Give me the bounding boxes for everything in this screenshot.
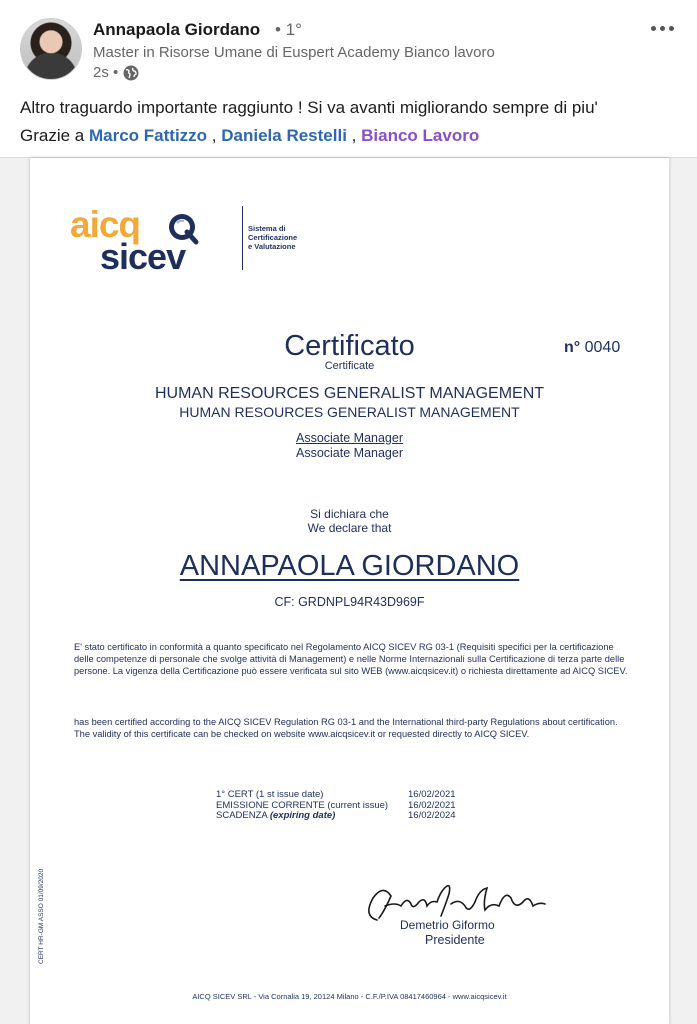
mention-separator: , <box>351 126 357 145</box>
mention-separator: , <box>211 126 217 145</box>
logo-sicev-text: sicev <box>100 236 186 277</box>
post-text-line1: Altro traguardo importante raggiunto ! Si va avanti migliorando sempre di piu' <box>20 98 598 117</box>
certificate-footer: AICQ SICEV SRL - Via Cornalia 19, 20124 Milano - C.F./P.IVA 08417460964 - www.aicqsicev.it <box>192 992 507 1001</box>
avatar[interactable] <box>20 18 82 80</box>
post-image[interactable] <box>0 157 697 1024</box>
date-value: 16/02/2021 <box>408 799 456 811</box>
mention-daniela-restelli[interactable]: Daniela Restelli <box>221 126 347 145</box>
author-headline: Master in Risorse Umane di Euspert Academy Bianco lavoro <box>93 44 495 61</box>
level-it <box>30 431 669 445</box>
date-row <box>216 790 456 801</box>
date-label <box>216 811 408 822</box>
date-label: EMISSIONE CORRENTE (current issue) <box>216 799 389 811</box>
certificate-subtitle: Certificate <box>324 360 375 372</box>
date-row <box>216 811 456 822</box>
certificate-holder <box>30 550 669 583</box>
number-value: 0040 <box>584 339 621 356</box>
level-en: Associate Manager <box>295 446 403 460</box>
date-label-main: SCADENZA <box>216 810 270 821</box>
logo-tagline <box>248 224 318 251</box>
post-meta <box>93 64 139 81</box>
certificate-document <box>30 158 669 1024</box>
aicq-sicev-logo <box>70 204 298 277</box>
side-code: CERT HR-GM ASSO 01/09/2020 <box>38 868 45 964</box>
thanks-prefix: Grazie a <box>20 126 85 145</box>
author-name[interactable]: Annapaola Giordano <box>93 20 261 39</box>
date-label-italic: (expiring date) <box>269 810 336 821</box>
program-title-it: HUMAN RESOURCES GENERALIST MANAGEMENT <box>154 385 545 402</box>
declare-it: Si dichiara che <box>310 507 389 521</box>
program-title-en: HUMAN RESOURCES GENERALIST MANAGEMENT <box>179 404 520 420</box>
mention-bianco-lavoro[interactable]: Bianco Lavoro <box>361 126 480 145</box>
logo-divider <box>242 206 243 270</box>
declare-en: We declare that <box>307 521 392 535</box>
certificate-number <box>564 339 620 357</box>
certification-statement-en: has been certified according to the AICQ SICEV Regulation RG 03-1 and the International third-party Regulations about certification. The validity of this certificate can be checked on website www.aicqsicev.it or requested directly to AICQ SICEV. <box>74 717 618 739</box>
signer-role: Presidente <box>425 933 485 947</box>
post-text <box>20 94 690 150</box>
post-text-line2 <box>20 122 690 150</box>
logo-aicq-text: aicq <box>70 204 141 245</box>
logo-tagline-line: Sistema di <box>248 224 286 233</box>
date-label: 1° CERT (1 st issue date) <box>216 789 324 800</box>
globe-icon <box>123 65 139 81</box>
holder-name: ANNAPAOLA GIORDANO <box>179 550 520 582</box>
fiscal-code: CF: GRDNPL94R43D969F <box>274 595 425 609</box>
logo-tagline-line: e Valutazione <box>248 242 296 251</box>
date-value: 16/02/2024 <box>408 810 456 821</box>
number-label: n° <box>564 339 581 356</box>
connection-degree: • 1° <box>275 20 302 39</box>
more-options-button[interactable] <box>644 16 680 40</box>
certification-statement-it: E' stato certificato in conformità a quanto specificato nel Regolamento AICQ SICEV RG 03-1 (Requisiti specifici per la certificazione delle competenze di personale che svolge attività di Management) e nelle Norme Internazionali sulla Certificazione di terza parte delle persone. La vigenza della Certificazione può essere verificata sul sito WEB (www.aicqsicev.it) o richiesta direttamente ad AICQ SICEV. <box>74 642 628 676</box>
post-time: 2s • <box>93 64 119 81</box>
certificate-dates <box>216 790 456 822</box>
certificate-title: Certificato <box>284 330 415 362</box>
date-value: 16/02/2021 <box>408 789 456 800</box>
dot-icon <box>669 26 674 31</box>
post-header <box>0 0 697 160</box>
signer-name: Demetrio Giformo <box>400 918 495 932</box>
mention-marco-fattizzo[interactable]: Marco Fattizzo <box>88 126 208 145</box>
dot-icon <box>660 26 665 31</box>
dot-icon <box>651 26 656 31</box>
logo-tagline-line: Certificazione <box>248 233 298 242</box>
level-it-text: Associate Manager <box>295 431 403 445</box>
